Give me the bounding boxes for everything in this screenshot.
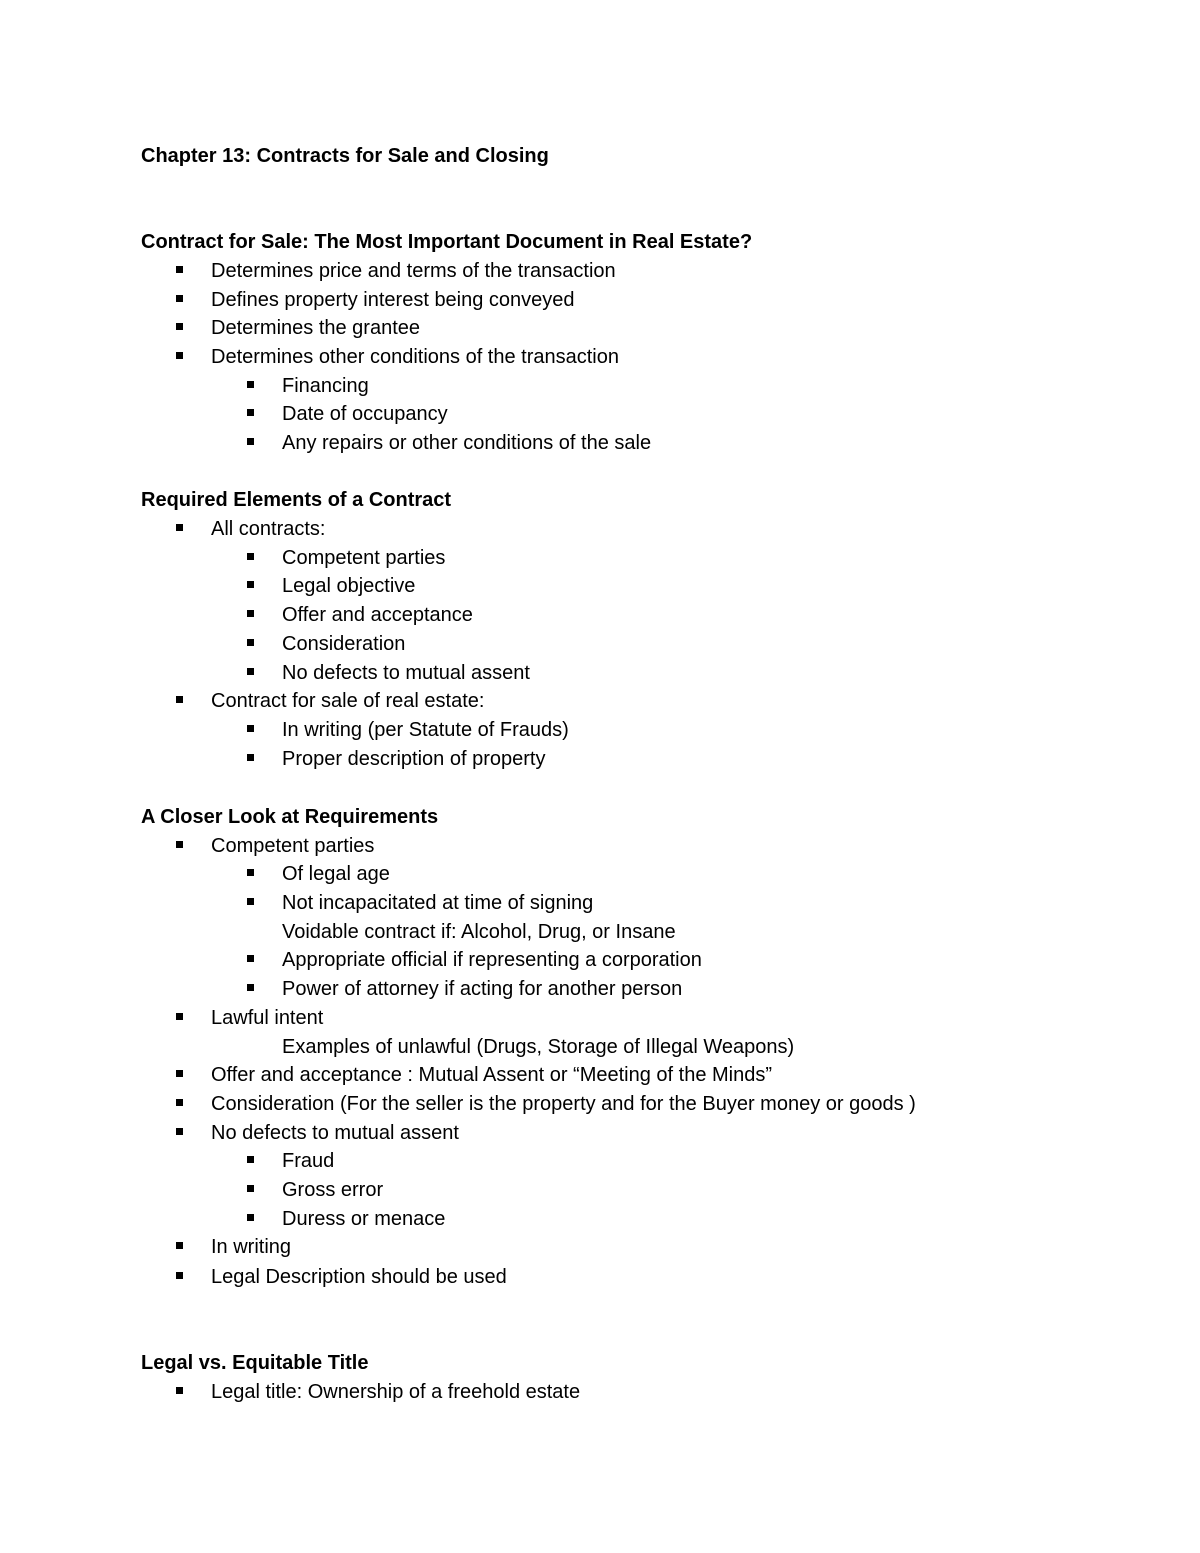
section-heading-required-elements: Required Elements of a Contract [141, 489, 452, 511]
sub-list-item: Duress or menace [282, 1208, 446, 1230]
section-heading-closer-look: A Closer Look at Requirements [141, 806, 439, 828]
bullet-icon [176, 259, 183, 283]
list-item: Determines the grantee [211, 317, 421, 339]
bullet-icon [247, 977, 254, 1001]
list-item: Determines other conditions of the transaction [211, 346, 619, 368]
list-item: Legal title: Ownership of a freehold estate [211, 1381, 581, 1403]
bullet-icon [247, 374, 254, 398]
bullet-icon [176, 1092, 183, 1116]
sub-list-item: Of legal age [282, 863, 390, 885]
sub-list-item: Gross error [282, 1179, 384, 1201]
sub-list-item: Offer and acceptance [282, 604, 473, 626]
bullet-icon [247, 1149, 254, 1173]
bullet-icon [176, 834, 183, 858]
list-item: Lawful intent [211, 1007, 324, 1029]
list-item: Determines price and terms of the transaction [211, 260, 616, 282]
sub-list-item: Financing [282, 375, 369, 397]
sub-list-note: Examples of unlawful (Drugs, Storage of Illegal Weapons) [282, 1036, 795, 1058]
sub-list-item: Fraud [282, 1150, 335, 1172]
bullet-icon [247, 948, 254, 972]
bullet-icon [247, 661, 254, 685]
sub-list-item: Date of occupancy [282, 403, 448, 425]
bullet-icon [247, 718, 254, 742]
bullet-icon [247, 546, 254, 570]
sub-list-item: Appropriate official if representing a corporation [282, 949, 702, 971]
sub-list-item: Proper description of property [282, 748, 546, 770]
bullet-icon [247, 574, 254, 598]
bullet-icon [176, 1380, 183, 1404]
bullet-icon [176, 288, 183, 312]
sub-list-item: Consideration [282, 633, 406, 655]
list-item: All contracts: [211, 518, 326, 540]
bullet-icon [176, 689, 183, 713]
bullet-icon [176, 1063, 183, 1087]
sub-list-item: Legal objective [282, 575, 416, 597]
bullet-icon [247, 1178, 254, 1202]
bullet-icon [247, 603, 254, 627]
section-heading-contract-for-sale: Contract for Sale: The Most Important Document in Real Estate? [141, 231, 753, 253]
list-item: In writing [211, 1236, 292, 1258]
list-item: Offer and acceptance : Mutual Assent or “Meeting of the Minds” [211, 1064, 773, 1086]
bullet-icon [176, 517, 183, 541]
bullet-icon [176, 1121, 183, 1145]
section-heading-legal-vs-equitable: Legal vs. Equitable Title [141, 1352, 369, 1374]
list-item: Competent parties [211, 835, 375, 857]
bullet-icon [247, 402, 254, 426]
list-item: Consideration (For the seller is the property and for the Buyer money or goods ) [211, 1093, 916, 1115]
sub-list-item: Power of attorney if acting for another person [282, 978, 683, 1000]
sub-list-item: In writing (per Statute of Frauds) [282, 719, 569, 741]
sub-list-note: Voidable contract if: Alcohol, Drug, or Insane [282, 921, 676, 943]
sub-list-item: Not incapacitated at time of signing [282, 892, 594, 914]
bullet-icon [247, 747, 254, 771]
sub-list-item: Any repairs or other conditions of the sale [282, 432, 652, 454]
list-item: No defects to mutual assent [211, 1122, 459, 1144]
list-item: Legal Description should be used [211, 1266, 507, 1288]
bullet-icon [247, 862, 254, 886]
list-item: Contract for sale of real estate: [211, 690, 485, 712]
bullet-icon [176, 345, 183, 369]
bullet-icon [176, 316, 183, 340]
sub-list-item: No defects to mutual assent [282, 662, 530, 684]
list-item: Defines property interest being conveyed [211, 289, 575, 311]
chapter-title: Chapter 13: Contracts for Sale and Closing [141, 145, 549, 167]
bullet-icon [247, 632, 254, 656]
bullet-icon [247, 891, 254, 915]
bullet-icon [247, 431, 254, 455]
bullet-icon [176, 1265, 183, 1289]
bullet-icon [176, 1235, 183, 1259]
bullet-icon [176, 1006, 183, 1030]
bullet-icon [247, 1207, 254, 1231]
sub-list-item: Competent parties [282, 547, 446, 569]
